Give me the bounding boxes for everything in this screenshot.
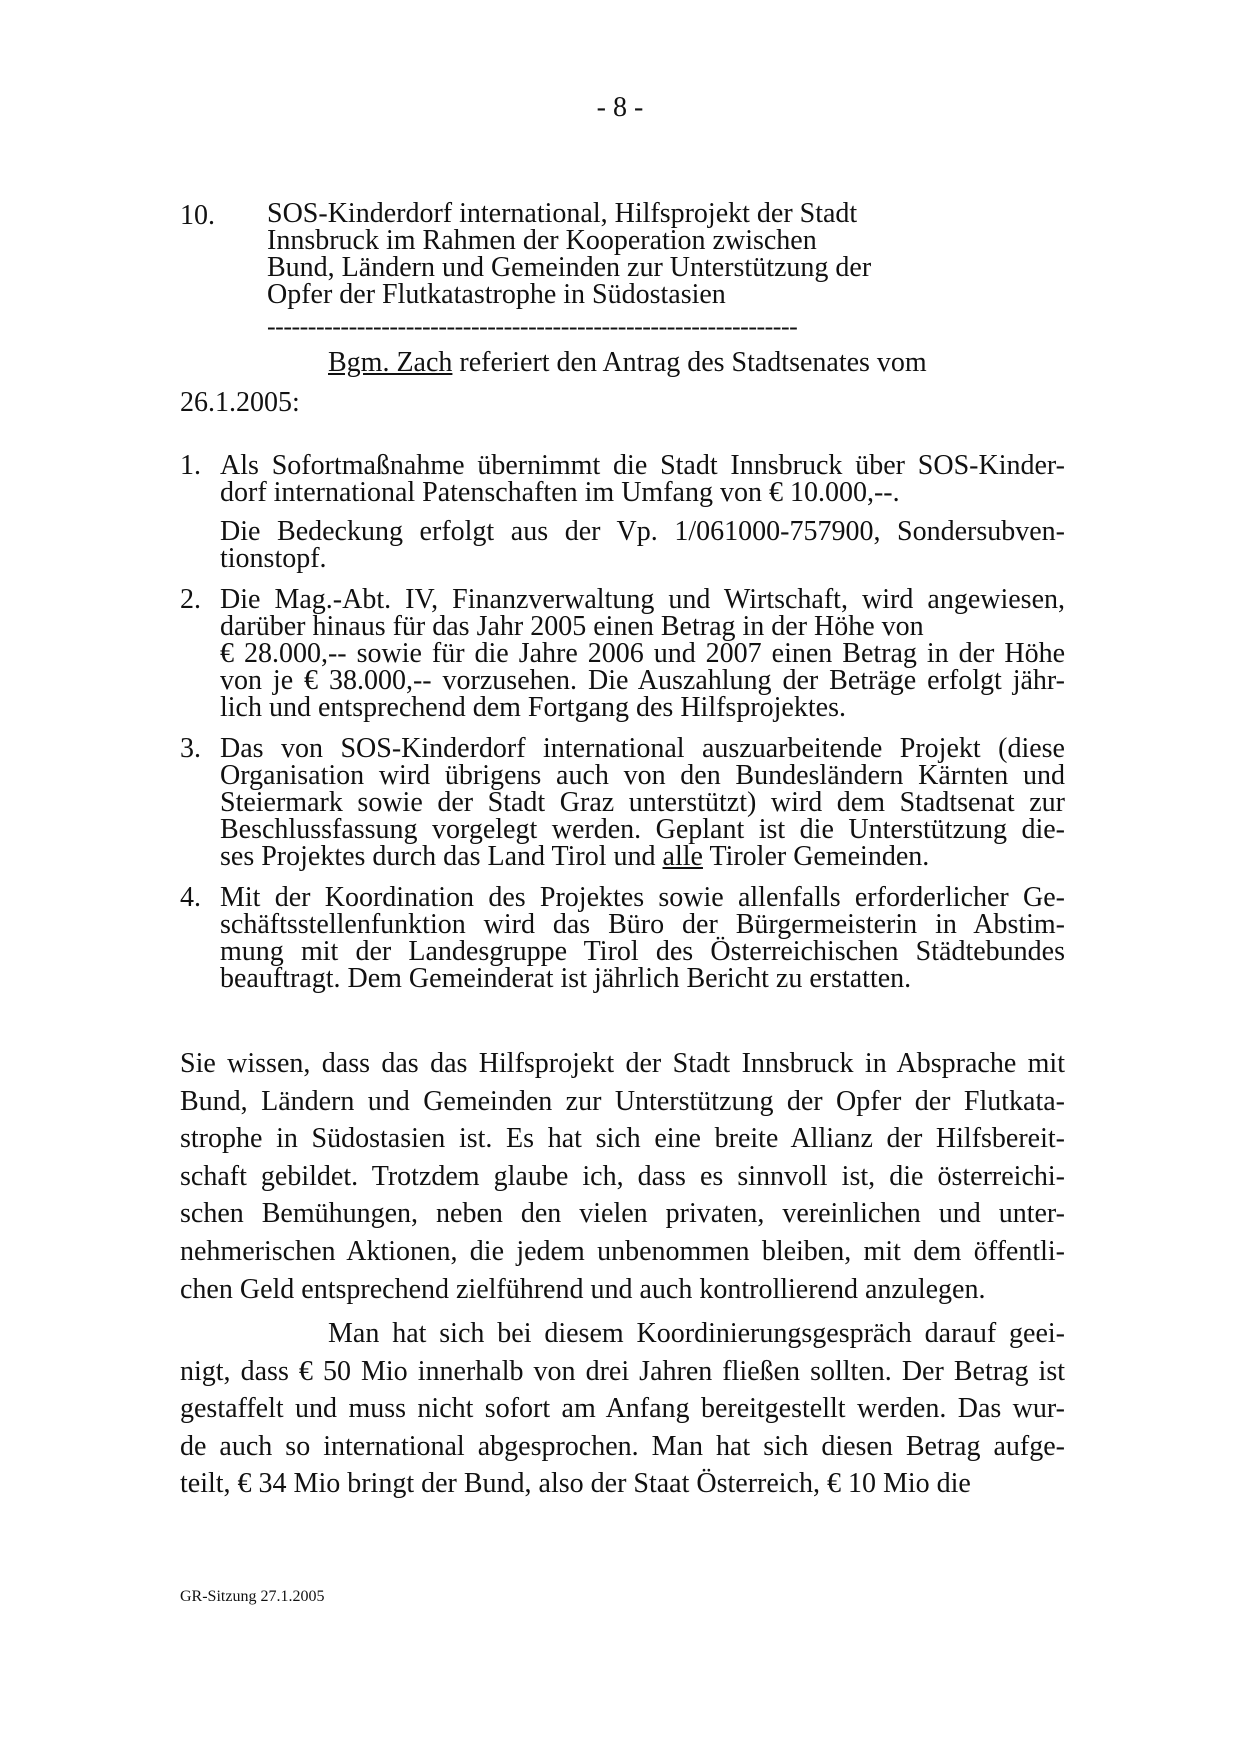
motion-item	[180, 586, 1065, 721]
motion-item	[180, 452, 1065, 572]
body-paragraph	[180, 1045, 1065, 1308]
title-divider: -----------------------------------------------------------------	[267, 312, 798, 341]
motion-line: Das von SOS-Kinderdorf international auszuarbeitende Projekt (diese	[220, 733, 1065, 764]
motion-item-number: 2.	[180, 584, 201, 615]
motion-item	[180, 735, 1065, 870]
body-line: Sie wissen, dass das das Hilfsprojekt der Stadt Innsbruck in Absprache mit	[180, 1048, 1065, 1079]
agenda-title-line: SOS-Kinderdorf international, Hilfsprojekt der Stadt	[267, 198, 858, 229]
agenda-title-line: Bund, Ländern und Gemeinden zur Unterstützung der	[267, 252, 872, 283]
motion-list	[180, 452, 1065, 1006]
body-paragraph	[180, 1315, 1065, 1503]
body-line: strophe in Südostasien ist. Es hat sich eine breite Allianz der Hilfsbereit-	[180, 1123, 1065, 1155]
motion-line: darüber hinaus für das Jahr 2005 einen Betrag in der Höhe von	[220, 611, 924, 642]
motion-line: Organisation wird übrigens auch von den Bundesländern Kärnten und	[220, 760, 1065, 791]
body-line: Bund, Ländern und Gemeinden zur Unterstützung der Opfer der Flutkata-	[180, 1085, 1065, 1117]
body-line: de auch so international abgesprochen. Man hat sich diesen Betrag aufge-	[180, 1430, 1065, 1462]
intro-date: 26.1.2005:	[180, 387, 300, 418]
motion-line: lich und entsprechend dem Fortgang des Hilfsprojektes.	[220, 692, 846, 723]
body-line: nehmerischen Aktionen, die jedem unbenommen bleiben, mit dem öffentli-	[180, 1235, 1065, 1267]
motion-line: tionstopf.	[220, 543, 327, 574]
agenda-item-number: 10.	[180, 200, 215, 231]
motion-line: Beschlussfassung vorgelegt werden. Geplant ist die Unterstützung die-	[220, 814, 1065, 845]
page-number: - 8 -	[596, 92, 644, 123]
body-line: schaft gebildet. Trotzdem glaube ich, dass es sinnvoll ist, die österreichi-	[180, 1160, 1065, 1192]
motion-line: Mit der Koordination des Projektes sowie allenfalls erforderlicher Ge-	[220, 882, 1065, 913]
motion-item-number: 1.	[180, 450, 201, 481]
motion-line: dorf international Patenschaften im Umfang von € 10.000,--.	[220, 477, 900, 508]
motion-line: schäftsstellenfunktion wird das Büro der Bürgermeisterin in Abstim-	[220, 909, 1065, 940]
motion-item-number: 4.	[180, 882, 201, 913]
motion-line: Steiermark sowie der Stadt Graz unterstützt) wird dem Stadtsenat zur	[220, 787, 1065, 818]
body-line: nigt, dass € 50 Mio innerhalb von drei Jahren fließen sollten. Der Betrag ist	[180, 1355, 1065, 1387]
body-line: chen Geld entsprechend zielführend und auch kontrollierend anzulegen.	[180, 1273, 986, 1305]
page-footer: GR-Sitzung 27.1.2005	[180, 1588, 325, 1605]
motion-line: Als Sofortmaßnahme übernimmt die Stadt Innsbruck über SOS-Kinder-	[220, 450, 1065, 481]
intro-text: referiert den Antrag des Stadtsenates vom	[452, 347, 927, 378]
body-line: gestaffelt und muss nicht sofort am Anfang bereitgestellt werden. Das wur-	[180, 1393, 1065, 1425]
body-line: Man hat sich bei diesem Koordinierungsgespräch darauf geei-	[328, 1318, 1065, 1349]
motion-line-text: Tiroler Gemeinden.	[702, 841, 930, 872]
motion-item	[180, 884, 1065, 992]
motion-line: Die Mag.-Abt. IV, Finanzverwaltung und Wirtschaft, wird angewiesen,	[220, 584, 1065, 615]
motion-line: mung mit der Landesgruppe Tirol des Österreichischen Städtebundes	[220, 936, 1065, 967]
agenda-item-title	[267, 200, 927, 308]
motion-line	[220, 843, 1065, 870]
body-line: teilt, € 34 Mio bringt der Bund, also der Staat Österreich, € 10 Mio die	[180, 1468, 971, 1500]
agenda-title-line: Innsbruck im Rahmen der Kooperation zwischen	[267, 225, 817, 256]
motion-line: Die Bedeckung erfolgt aus der Vp. 1/061000-757900, Sondersubven-	[220, 516, 1065, 547]
motion-sub-paragraph	[220, 518, 1065, 572]
intro-line	[328, 347, 927, 379]
underlined-word: alle	[662, 841, 703, 872]
motion-line: von je € 38.000,-- vorzusehen. Die Auszahlung der Beträge erfolgt jähr-	[220, 665, 1065, 696]
motion-line-text: ses Projektes durch das Land Tirol und	[220, 841, 663, 872]
body-line: schen Bemühungen, neben den vielen privaten, vereinlichen und unter-	[180, 1198, 1065, 1230]
agenda-title-line: Opfer der Flutkatastrophe in Südostasien	[267, 279, 726, 310]
motion-line: beauftragt. Dem Gemeinderat ist jährlich Bericht zu erstatten.	[220, 963, 912, 994]
speaker-name: Bgm. Zach	[328, 347, 453, 378]
motion-item-number: 3.	[180, 733, 201, 764]
motion-line: € 28.000,-- sowie für die Jahre 2006 und 2007 einen Betrag in der Höhe	[220, 638, 1065, 669]
